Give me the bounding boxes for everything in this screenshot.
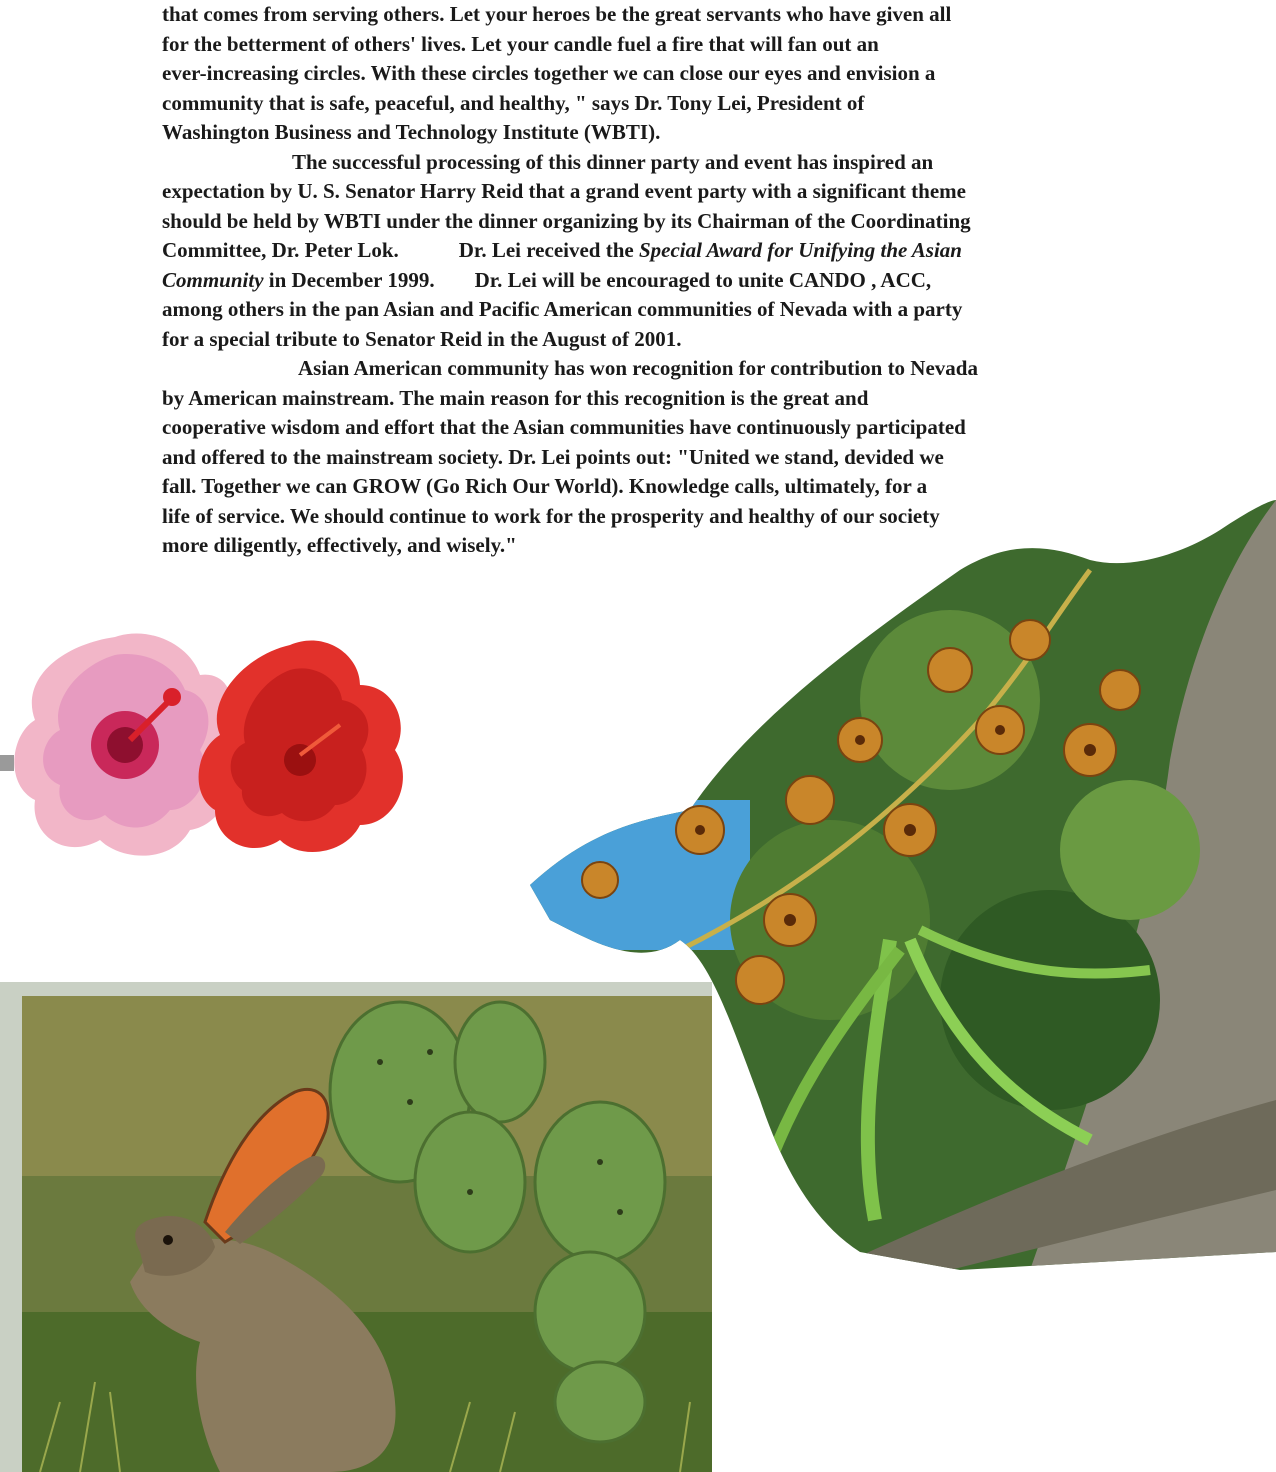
- award-name-cont: Community: [162, 267, 264, 292]
- text-segment: Dr. Lei will be encouraged to unite CANDO , ACC,: [474, 267, 932, 292]
- text-line: among others in the pan Asian and Pacific American communities of Nevada with a party: [162, 297, 963, 321]
- text-line: for a special tribute to Senator Reid in the August of 2001.: [162, 326, 682, 351]
- text-line: [162, 236, 1152, 266]
- text-line: Asian American community has won recognition for contribution to Nevada: [298, 356, 978, 380]
- text-line: ever-increasing circles. With these circles together we can close our eyes and envision a: [162, 61, 936, 85]
- text-line: for the betterment of others' lives. Let your candle fuel a fire that will fan out an: [162, 31, 879, 56]
- award-name: Special Award for Unifying the Asian: [638, 238, 962, 262]
- text-line: fall. Together we can GROW (Go Rich Our World). Knowledge calls, ultimately, for a: [162, 474, 928, 498]
- text-line: expectation by U. S. Senator Harry Reid that a grand event party with a significant theme: [162, 179, 966, 203]
- article-text: [162, 0, 1152, 561]
- text-line: [162, 266, 1152, 296]
- text-line: cooperative wisdom and effort that the Asian communities have continuously participated: [162, 415, 966, 439]
- text-line: community that is safe, peaceful, and healthy, " says Dr. Tony Lei, President of: [162, 90, 865, 115]
- pink-hibiscus-icon: [14, 633, 233, 855]
- hibiscus-flowers-image: [0, 625, 420, 865]
- text-line: The successful processing of this dinner party and event has inspired an: [292, 149, 934, 174]
- text-line: life of service. We should continue to work for the prosperity and healthy of our society: [162, 503, 940, 528]
- paragraph-1: [162, 0, 1152, 148]
- text-segment: Dr. Lei received the: [458, 238, 639, 262]
- text-line: should be held by WBTI under the dinner organizing by its Chairman of the Coordinating: [162, 208, 971, 233]
- text-segment: Committee, Dr. Peter Lok.: [162, 238, 399, 262]
- text-line: that comes from serving others. Let your heroes be the great servants who have given all: [162, 2, 952, 26]
- text-segment: in December 1999.: [263, 267, 435, 292]
- rabbit-cactus-image: [0, 982, 712, 1472]
- text-line: by American mainstream. The main reason for this recognition is the great and: [162, 385, 869, 410]
- text-line: Washington Business and Technology Institute (WBTI).: [162, 120, 661, 144]
- text-line: more diligently, effectively, and wisely.": [162, 533, 517, 557]
- red-hibiscus-icon: [199, 641, 403, 852]
- text-line: and offered to the mainstream society. Dr. Lei points out: "United we stand, devided we: [162, 444, 944, 469]
- paragraph-2: [162, 148, 1152, 355]
